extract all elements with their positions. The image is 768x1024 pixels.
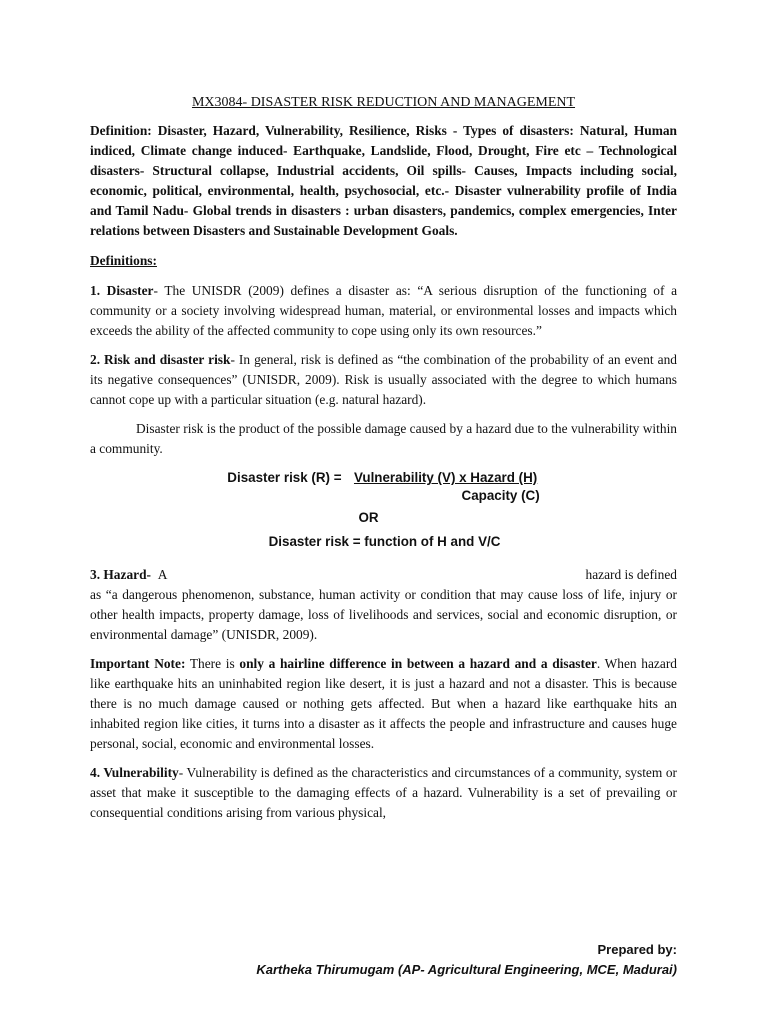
disaster-text: - The UNISDR (2009) defines a disaster as: “A serious disruption of the functioning of a community or a society involving widespread human, material, or environmental losses and impacts which exceeds the ability of the affected community to cope using only its own resources.” [90, 283, 678, 338]
vulnerability-definition [90, 763, 677, 823]
formula-or: OR [358, 510, 379, 525]
note-text: . When hazard like earthquake hits an uninhabited region like desert, it is just a hazard and not a disaster. This is because there is no much damage caused or nothing gets affected. But when a hazard like earthquake hits an inhabited region like cities, it turns into a disaster as it affects the people and infrastructure and causes huge personal, social, economic and environmental losses. [90, 656, 677, 751]
vulnerability-text: - Vulnerability is defined as the characteristics and circumstances of a community, system or asset that make it susceptible to the damaging effects of a hazard. Vulnerability is a set of prevailing or consequential conditions arising from various physical, [90, 765, 678, 820]
disaster-term: 1. Disaster [90, 283, 154, 298]
hazard-term: 3. Hazard- [90, 567, 151, 582]
formula-fraction [352, 469, 540, 505]
formula-denominator: Capacity (C) [461, 488, 540, 503]
important-note [90, 654, 677, 754]
risk-term: 2. Risk and disaster risk [90, 352, 231, 367]
hazard-lead: A [157, 567, 168, 582]
prepared-by-label: Prepared by: [597, 942, 677, 957]
disaster-risk-paragraph: Disaster risk is the product of the possible damage caused by a hazard due to the vulnerability within a community. [90, 421, 677, 456]
disaster-definition [90, 281, 677, 341]
hazard-text: as “a dangerous phenomenon, substance, human activity or condition that may cause loss of life, injury or other health impacts, property damage, loss of livelihoods and services, social and economic disruption, or environmental damage” (UNISDR, 2009). [90, 587, 677, 642]
hazard-first-line [90, 565, 677, 585]
risk-text: - In general, risk is defined as “the combination of the probability of an event and its negative consequences” (UNISDR, 2009). Risk is usually associated with the degree to which humans cannot cope up with a particular situation (e.g. natural hazard). [90, 352, 677, 407]
risk-definition [90, 350, 677, 410]
document-body [90, 93, 677, 832]
author-name: Kartheka Thirumugam (AP- Agricultural Engineering, MCE, Madurai) [256, 962, 677, 977]
formula-left: Disaster risk (R) = [227, 470, 342, 485]
formula-numerator: Vulnerability (V) x Hazard (H) [353, 470, 538, 485]
hazard-definition [90, 565, 677, 645]
vulnerability-term: 4. Vulnerability [90, 765, 179, 780]
note-emphasis: only a hairline difference in between a hazard and a disaster [239, 656, 597, 671]
risk-formula [90, 469, 677, 551]
formula-alternative: Disaster risk = function of H and V/C [268, 534, 501, 549]
hazard-right: hazard is defined [585, 567, 677, 582]
note-label: Important Note: [90, 656, 186, 671]
definitions-heading: Definitions: [90, 253, 157, 268]
footer-credit [256, 940, 677, 980]
note-pre: There is [185, 656, 240, 671]
syllabus-paragraph: Definition: Disaster, Hazard, Vulnerability, Resilience, Risks - Types of disasters: Natural, Human indiced, Climate change induced- Earthquake, Landslide, Flood, Drought, Fire etc – Technological disasters- Structural collapse, Industrial accidents, Oil spills- Causes, Impacts including social, economic, political, environmental, health, psychosocial, etc.- Disaster vulnerability profile of India and Tamil Nadu- Global trends in disasters : urban disasters, pandemics, complex emergencies, Inter relations between Disasters and Sustainable Development Goals. [90, 123, 677, 238]
page-title: MX3084- DISASTER RISK REDUCTION AND MANAGEMENT [191, 95, 576, 110]
formula-main [90, 469, 677, 505]
